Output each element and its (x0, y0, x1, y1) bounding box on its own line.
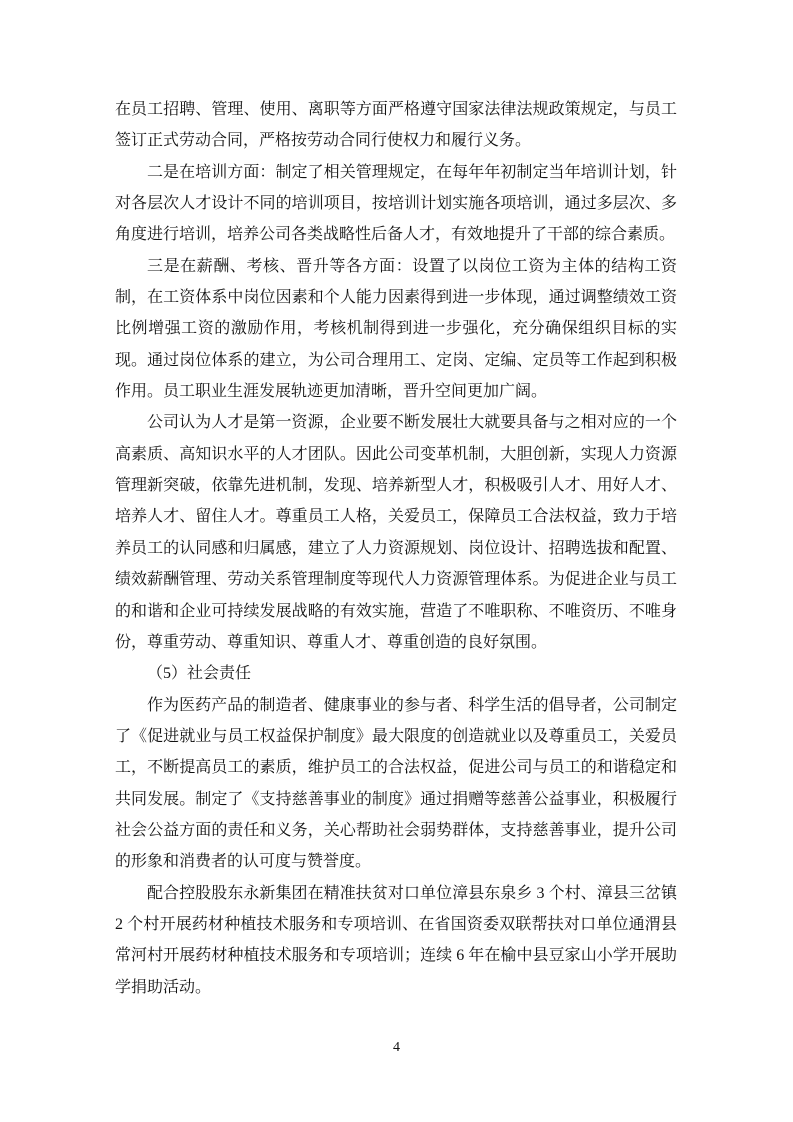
paragraph: 作为医药产品的制造者、健康事业的参与者、科学生活的倡导者，公司制定了《促进就业与员工权益保护制度》最大限度的创造就业以及尊重员工，关爱员工，不断提高员工的素质，维护员工的合法权益，促进公司与员工的和谐稳定和共同发展。制定了《支持慈善事业的制度》通过捐赠等慈善公益事业，积极履行社会公益方面的责任和义务，关心帮助社会弱势群体，支持慈善事业，提升公司的形象和消费者的认可度与赞誉度。 (115, 696, 677, 871)
page-number: 4 (393, 1040, 400, 1055)
paragraph: （5）社会责任 (147, 665, 252, 683)
paragraph: 公司认为人才是第一资源，企业要不断发展壮大就要具备与之相对应的一个高素质、高知识水平的人才团队。因此公司变革机制，大胆创新，实现人力资源管理新突破，依靠先进机制，发现、培养新型人才，积极吸引人才、用好人才、培养人才、留住人才。尊重员工人格，关爱员工，保障员工合法权益，致力于培养员工的认同感和归属感，建立了人力资源规划、岗位设计、招聘选拔和配置、绩效薪酬管理、劳动关系管理制度等现代人力资源管理体系。为促进企业与员工的和谐和企业可持续发展战略的有效实施，营造了不唯职称、不唯资历、不唯身份，尊重劳动、尊重知识、尊重人才、尊重创造的良好氛围。 (115, 414, 677, 651)
paragraph: 配合控股股东永新集团在精准扶贫对口单位漳县东泉乡 3 个村、漳县三岔镇 2 个村开展药材种植技术服务和专项培训、在省国资委双联帮扶对口单位通渭县常河村开展药材种植技术服务和专项培训；连续 6 年在榆中县豆家山小学开展助学捐助活动。 (115, 884, 677, 996)
paragraph: 二是在培训方面：制定了相关管理规定，在每年年初制定当年培训计划，针对各层次人才设计不同的培训项目，按培训计划实施各项培训，通过多层次、多角度进行培训，培养公司各类战略性后备人才，有效地提升了干部的综合素质。 (115, 163, 677, 244)
paragraph: 三是在薪酬、考核、晋升等各方面：设置了以岗位工资为主体的结构工资制，在工资体系中岗位因素和个人能力因素得到进一步体现，通过调整绩效工资比例增强工资的激励作用，考核机制得到进一步强化，充分确保组织目标的实现。通过岗位体系的建立，为公司合理用工、定岗、定编、定员等工作起到积极作用。员工职业生涯发展轨迹更加清晰，晋升空间更加广阔。 (115, 257, 677, 401)
document-body (115, 94, 677, 1003)
paragraph: 在员工招聘、管理、使用、离职等方面严格遵守国家法律法规政策规定，与员工签订正式劳动合同，严格按劳动合同行使权力和履行义务。 (115, 101, 677, 150)
